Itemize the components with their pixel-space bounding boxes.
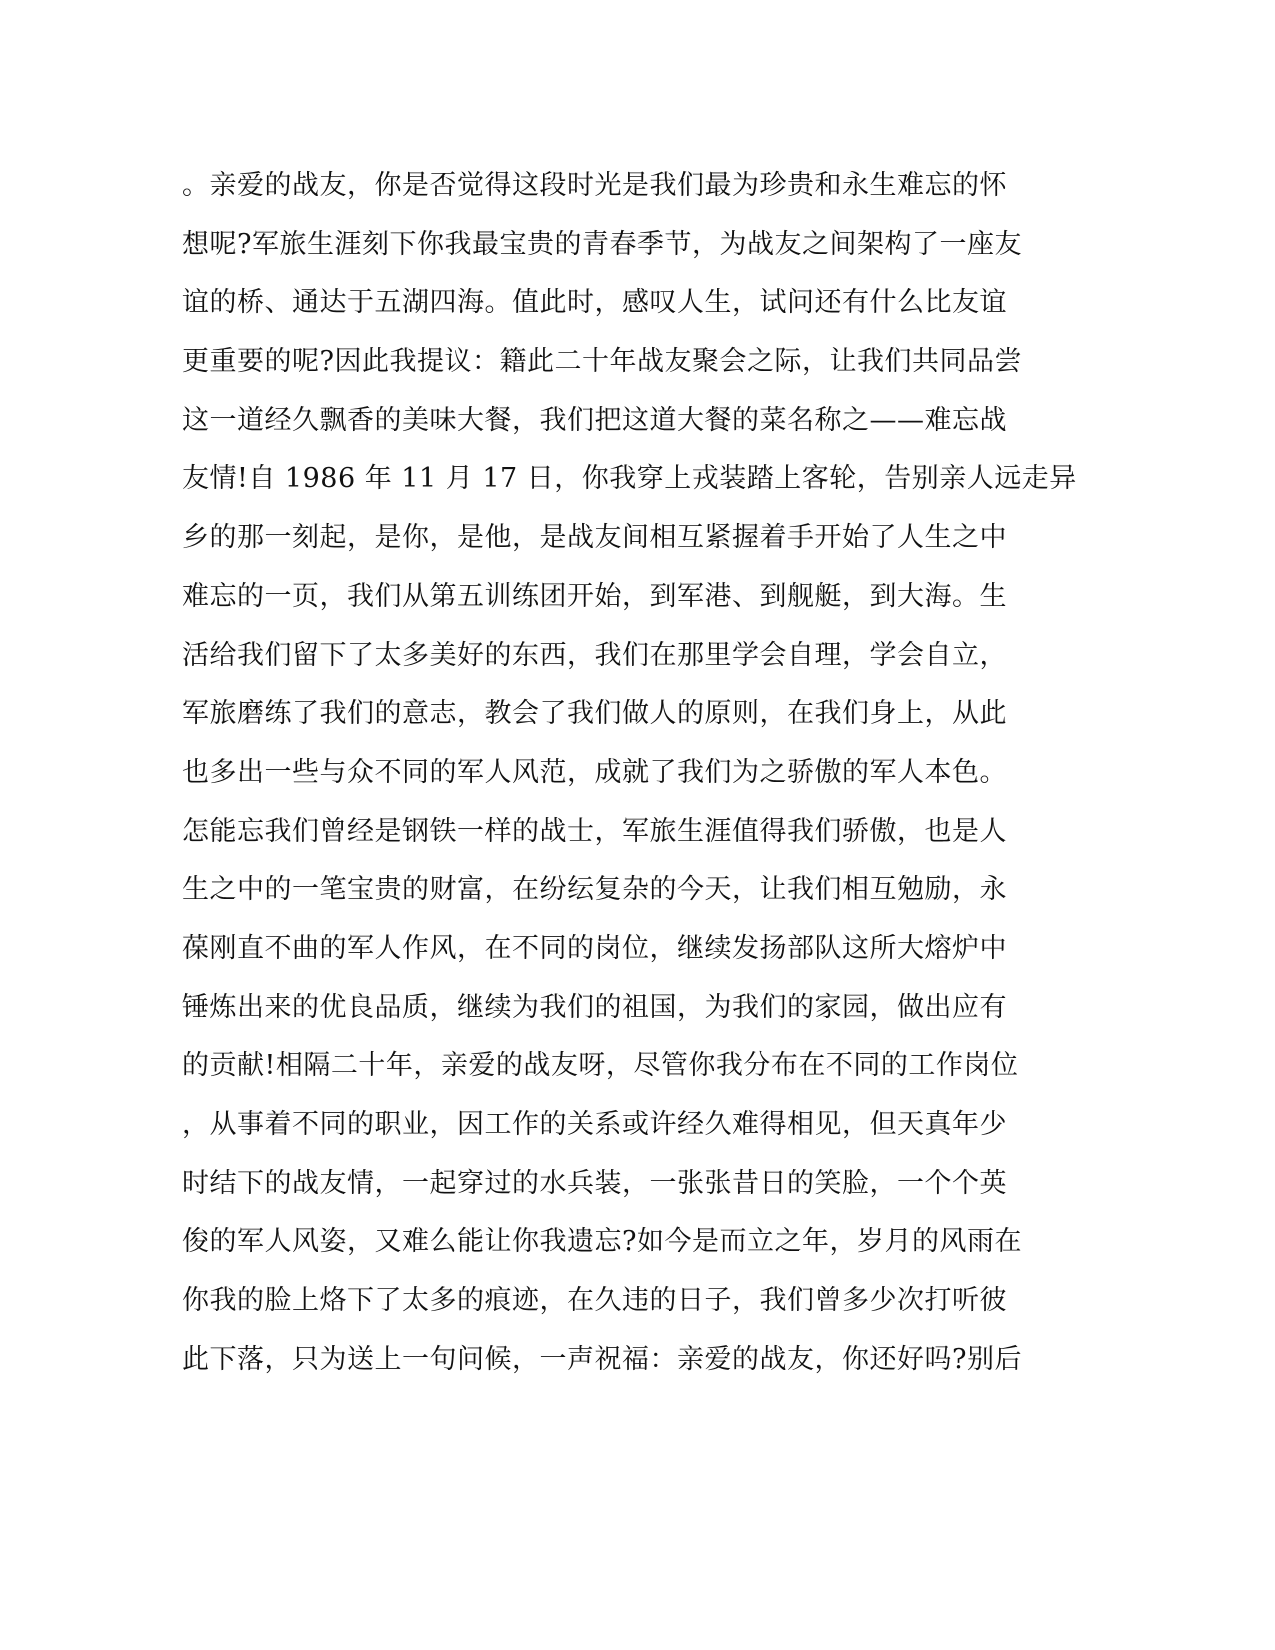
text-line: 俊的军人风姿，又难么能让你我遗忘?如今是而立之年，岁月的风雨在 bbox=[182, 1226, 1022, 1258]
text-line: 此下落，只为送上一句问候，一声祝福：亲爱的战友，你还好吗?别后 bbox=[182, 1343, 1022, 1375]
text-line: 你我的脸上烙下了太多的痕迹，在久违的日子，我们曾多少次打听彼 bbox=[182, 1285, 1007, 1317]
text-line: 怎能忘我们曾经是钢铁一样的战士，军旅生涯值得我们骄傲，也是人 bbox=[182, 815, 1007, 847]
body-text bbox=[182, 157, 1077, 1389]
text-line: 友情!自 1986 年 11 月 17 日，你我穿上戎装踏上客轮，告别亲人远走异 bbox=[182, 463, 1077, 495]
text-line: 谊的桥、通达于五湖四海。值此时，感叹人生，试问还有什么比友谊 bbox=[182, 287, 1007, 319]
text-line: 想呢?军旅生涯刻下你我最宝贵的青春季节，为战友之间架构了一座友 bbox=[182, 228, 1022, 260]
text-line: ，从事着不同的职业，因工作的关系或许经久难得相见，但天真年少 bbox=[182, 1109, 1007, 1140]
text-line: 锤炼出来的优良品质，继续为我们的祖国，为我们的家园，做出应有 bbox=[182, 991, 1007, 1023]
text-line: 也多出一些与众不同的军人风范，成就了我们为之骄傲的军人本色。 bbox=[182, 756, 1007, 788]
text-line: 更重要的呢?因此我提议：籍此二十年战友聚会之际，让我们共同品尝 bbox=[182, 346, 1022, 378]
text-line: 这一道经久飘香的美味大餐，我们把这道大餐的菜名称之——难忘战 bbox=[182, 404, 1007, 436]
text-line: 军旅磨练了我们的意志，教会了我们做人的原则，在我们身上，从此 bbox=[182, 698, 1007, 730]
text-line: 的贡献!相隔二十年，亲爱的战友呀，尽管你我分布在不同的工作岗位 bbox=[182, 1050, 1019, 1082]
text-line: 生之中的一笔宝贵的财富，在纷纭复杂的今天，让我们相互勉励，永 bbox=[182, 874, 1007, 906]
text-line: 葆刚直不曲的军人作风，在不同的岗位，继续发扬部队这所大熔炉中 bbox=[182, 932, 1007, 964]
text-line: 乡的那一刻起，是你，是他，是战友间相互紧握着手开始了人生之中 bbox=[182, 522, 1007, 554]
text-line: 。亲爱的战友，你是否觉得这段时光是我们最为珍贵和永生难忘的怀 bbox=[182, 170, 1007, 201]
text-line: 活给我们留下了太多美好的东西，我们在那里学会自理，学会自立， bbox=[182, 639, 1007, 671]
text-line: 难忘的一页，我们从第五训练团开始，到军港、到舰艇，到大海。生 bbox=[182, 580, 1007, 612]
text-line: 时结下的战友情，一起穿过的水兵装，一张张昔日的笑脸，一个个英 bbox=[182, 1167, 1007, 1199]
